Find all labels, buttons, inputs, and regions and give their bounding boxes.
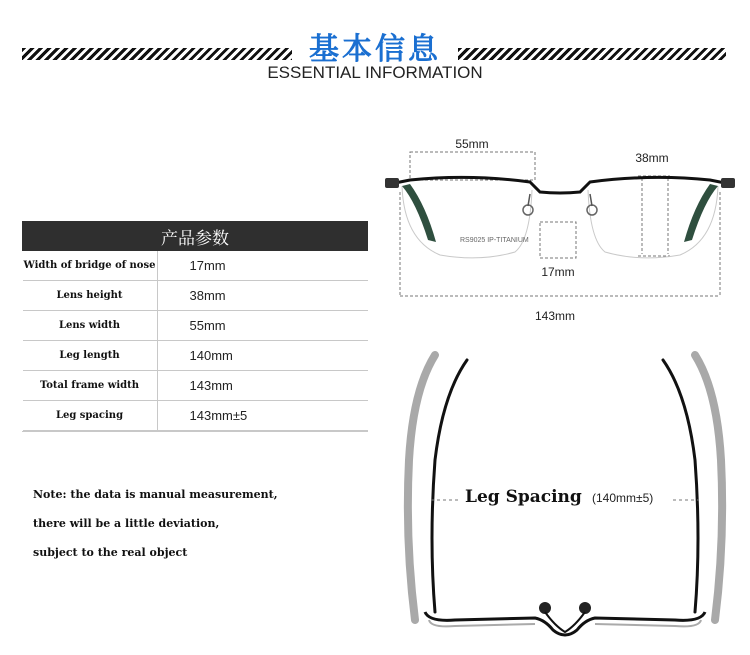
lens-height-label: 38mm — [635, 151, 669, 165]
frame-marking-text: RS9025 IP-TITANIUM — [460, 237, 529, 244]
section-title-en: ESSENTIAL INFORMATION — [267, 63, 483, 82]
front-view-diagram — [380, 130, 740, 330]
glasses-front-frame — [385, 177, 735, 257]
note-line: subject to the real object — [33, 546, 188, 559]
note-line: there will be a little deviation, — [33, 517, 220, 530]
leg-spacing-value: (140mm±5) — [592, 491, 654, 505]
spec-value: 143mm — [157, 371, 368, 401]
note-line: Note: the data is manual measurement, — [33, 488, 278, 501]
spec-value: 38mm — [157, 281, 368, 311]
spec-value: 55mm — [157, 311, 368, 341]
bridge-label: 17mm — [541, 265, 575, 279]
spec-table-heading: 产品参数 — [23, 222, 368, 251]
table-row — [23, 371, 368, 401]
table-row — [23, 251, 368, 281]
spec-label: Lens width — [23, 311, 158, 341]
spec-label: Lens height — [23, 281, 158, 311]
table-row — [23, 281, 368, 311]
spec-label: Width of bridge of nose — [23, 251, 158, 281]
spec-value: 17mm — [157, 251, 368, 281]
section-header — [0, 0, 750, 100]
spec-label: Leg length — [23, 341, 158, 371]
spec-label: Total frame width — [23, 371, 158, 401]
spec-table — [22, 221, 368, 431]
lens-width-label: 55mm — [455, 137, 489, 151]
leg-spacing-label: Leg Spacing — [465, 487, 582, 507]
bridge-guide — [540, 222, 576, 258]
total-width-label: 143mm — [534, 309, 576, 323]
table-row — [23, 341, 368, 371]
measurement-note — [33, 480, 353, 567]
table-row — [23, 401, 368, 431]
top-view-diagram — [395, 350, 735, 650]
table-row — [23, 311, 368, 341]
spec-label: Leg spacing — [23, 401, 158, 431]
spec-value: 140mm — [157, 341, 368, 371]
lens-width-guide — [410, 152, 535, 180]
spec-value: 143mm±5 — [157, 401, 368, 431]
section-title-cn: 基本信息 — [309, 32, 441, 67]
